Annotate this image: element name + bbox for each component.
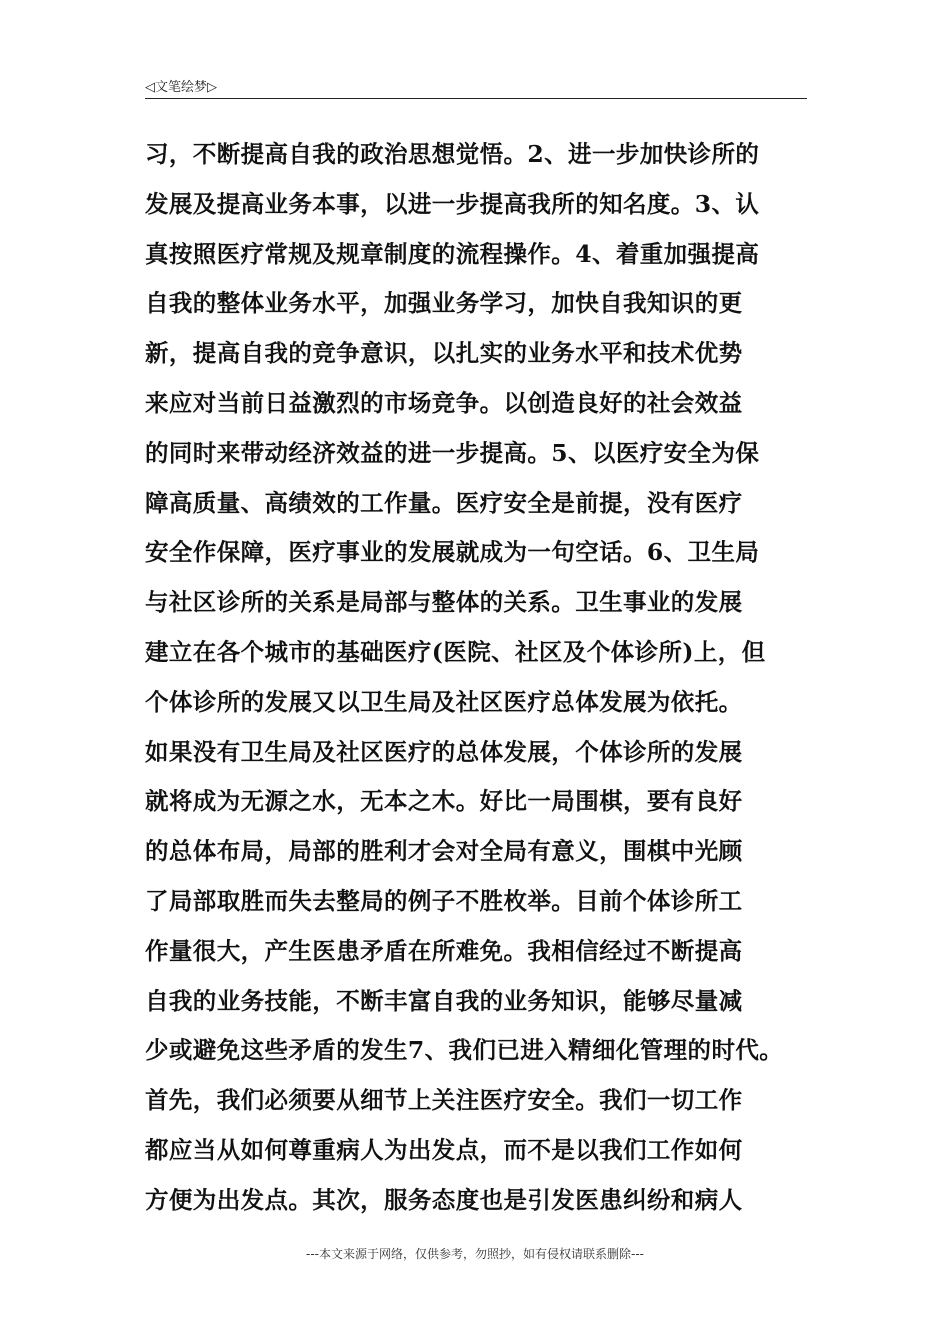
text-line: 如果没有卫生局及社区医疗的总体发展，个体诊所的发展 xyxy=(145,737,743,766)
text-line: 习，不断提高自我的政治思想觉悟。2、进一步加快诊所的 xyxy=(145,140,760,168)
text-line: 作量很大，产生医患矛盾在所难免。我相信经过不断提高 xyxy=(145,936,743,965)
text-line: 个体诊所的发展又以卫生局及社区医疗总体发展为依托。 xyxy=(145,687,743,716)
text-line: 方便为出发点。其次，服务态度也是引发医患纠纷和病人 xyxy=(145,1185,743,1214)
text-line: 少或避免这些矛盾的发生7、我们已进入精细化管理的时代。 xyxy=(145,1036,784,1065)
document-body xyxy=(145,130,845,1226)
text-line: 的同时来带动经济效益的进一步提高。5、以医疗安全为保 xyxy=(145,438,760,467)
text-line: 来应对当前日益激烈的市场竞争。以创造良好的社会效益 xyxy=(145,388,743,417)
text-line: 自我的业务技能，不断丰富自我的业务知识，能够尽量减 xyxy=(145,986,743,1015)
text-line: 就将成为无源之水，无本之木。好比一局围棋，要有良好 xyxy=(145,787,743,816)
page-footer: ---本文来源于网络，仅供参考，勿照抄，如有侵权请联系删除--- xyxy=(306,1247,644,1261)
text-line: 首先，我们必须要从细节上关注医疗安全。我们一切工作 xyxy=(145,1086,743,1115)
text-line: 真按照医疗常规及规章制度的流程操作。4、着重加强提高 xyxy=(145,239,760,268)
text-line: 的总体布局，局部的胜利才会对全局有意义，围棋中光顾 xyxy=(145,837,743,866)
text-line: 了局部取胜而失去整局的例子不胜枚举。目前个体诊所工 xyxy=(145,886,743,915)
page-header xyxy=(145,74,807,99)
text-line: 自我的整体业务水平，加强业务学习，加快自我知识的更 xyxy=(145,289,743,318)
text-line: 障高质量、高绩效的工作量。医疗安全是前提，没有医疗 xyxy=(145,488,743,517)
text-line: 都应当从如何尊重病人为出发点，而不是以我们工作如何 xyxy=(145,1135,743,1164)
text-line: 发展及提高业务本事，以进一步提高我所的知名度。3、认 xyxy=(145,189,760,218)
header-title: ◁文笔绘梦▷ xyxy=(145,80,217,95)
text-line: 新，提高自我的竞争意识，以扎实的业务水平和技术优势 xyxy=(145,339,743,368)
text-line: 安全作保障，医疗事业的发展就成为一句空话。6、卫生局 xyxy=(145,538,760,567)
text-line: 与社区诊所的关系是局部与整体的关系。卫生事业的发展 xyxy=(145,588,743,617)
text-line: 建立在各个城市的基础医疗(医院、社区及个体诊所)上，但 xyxy=(145,637,766,666)
